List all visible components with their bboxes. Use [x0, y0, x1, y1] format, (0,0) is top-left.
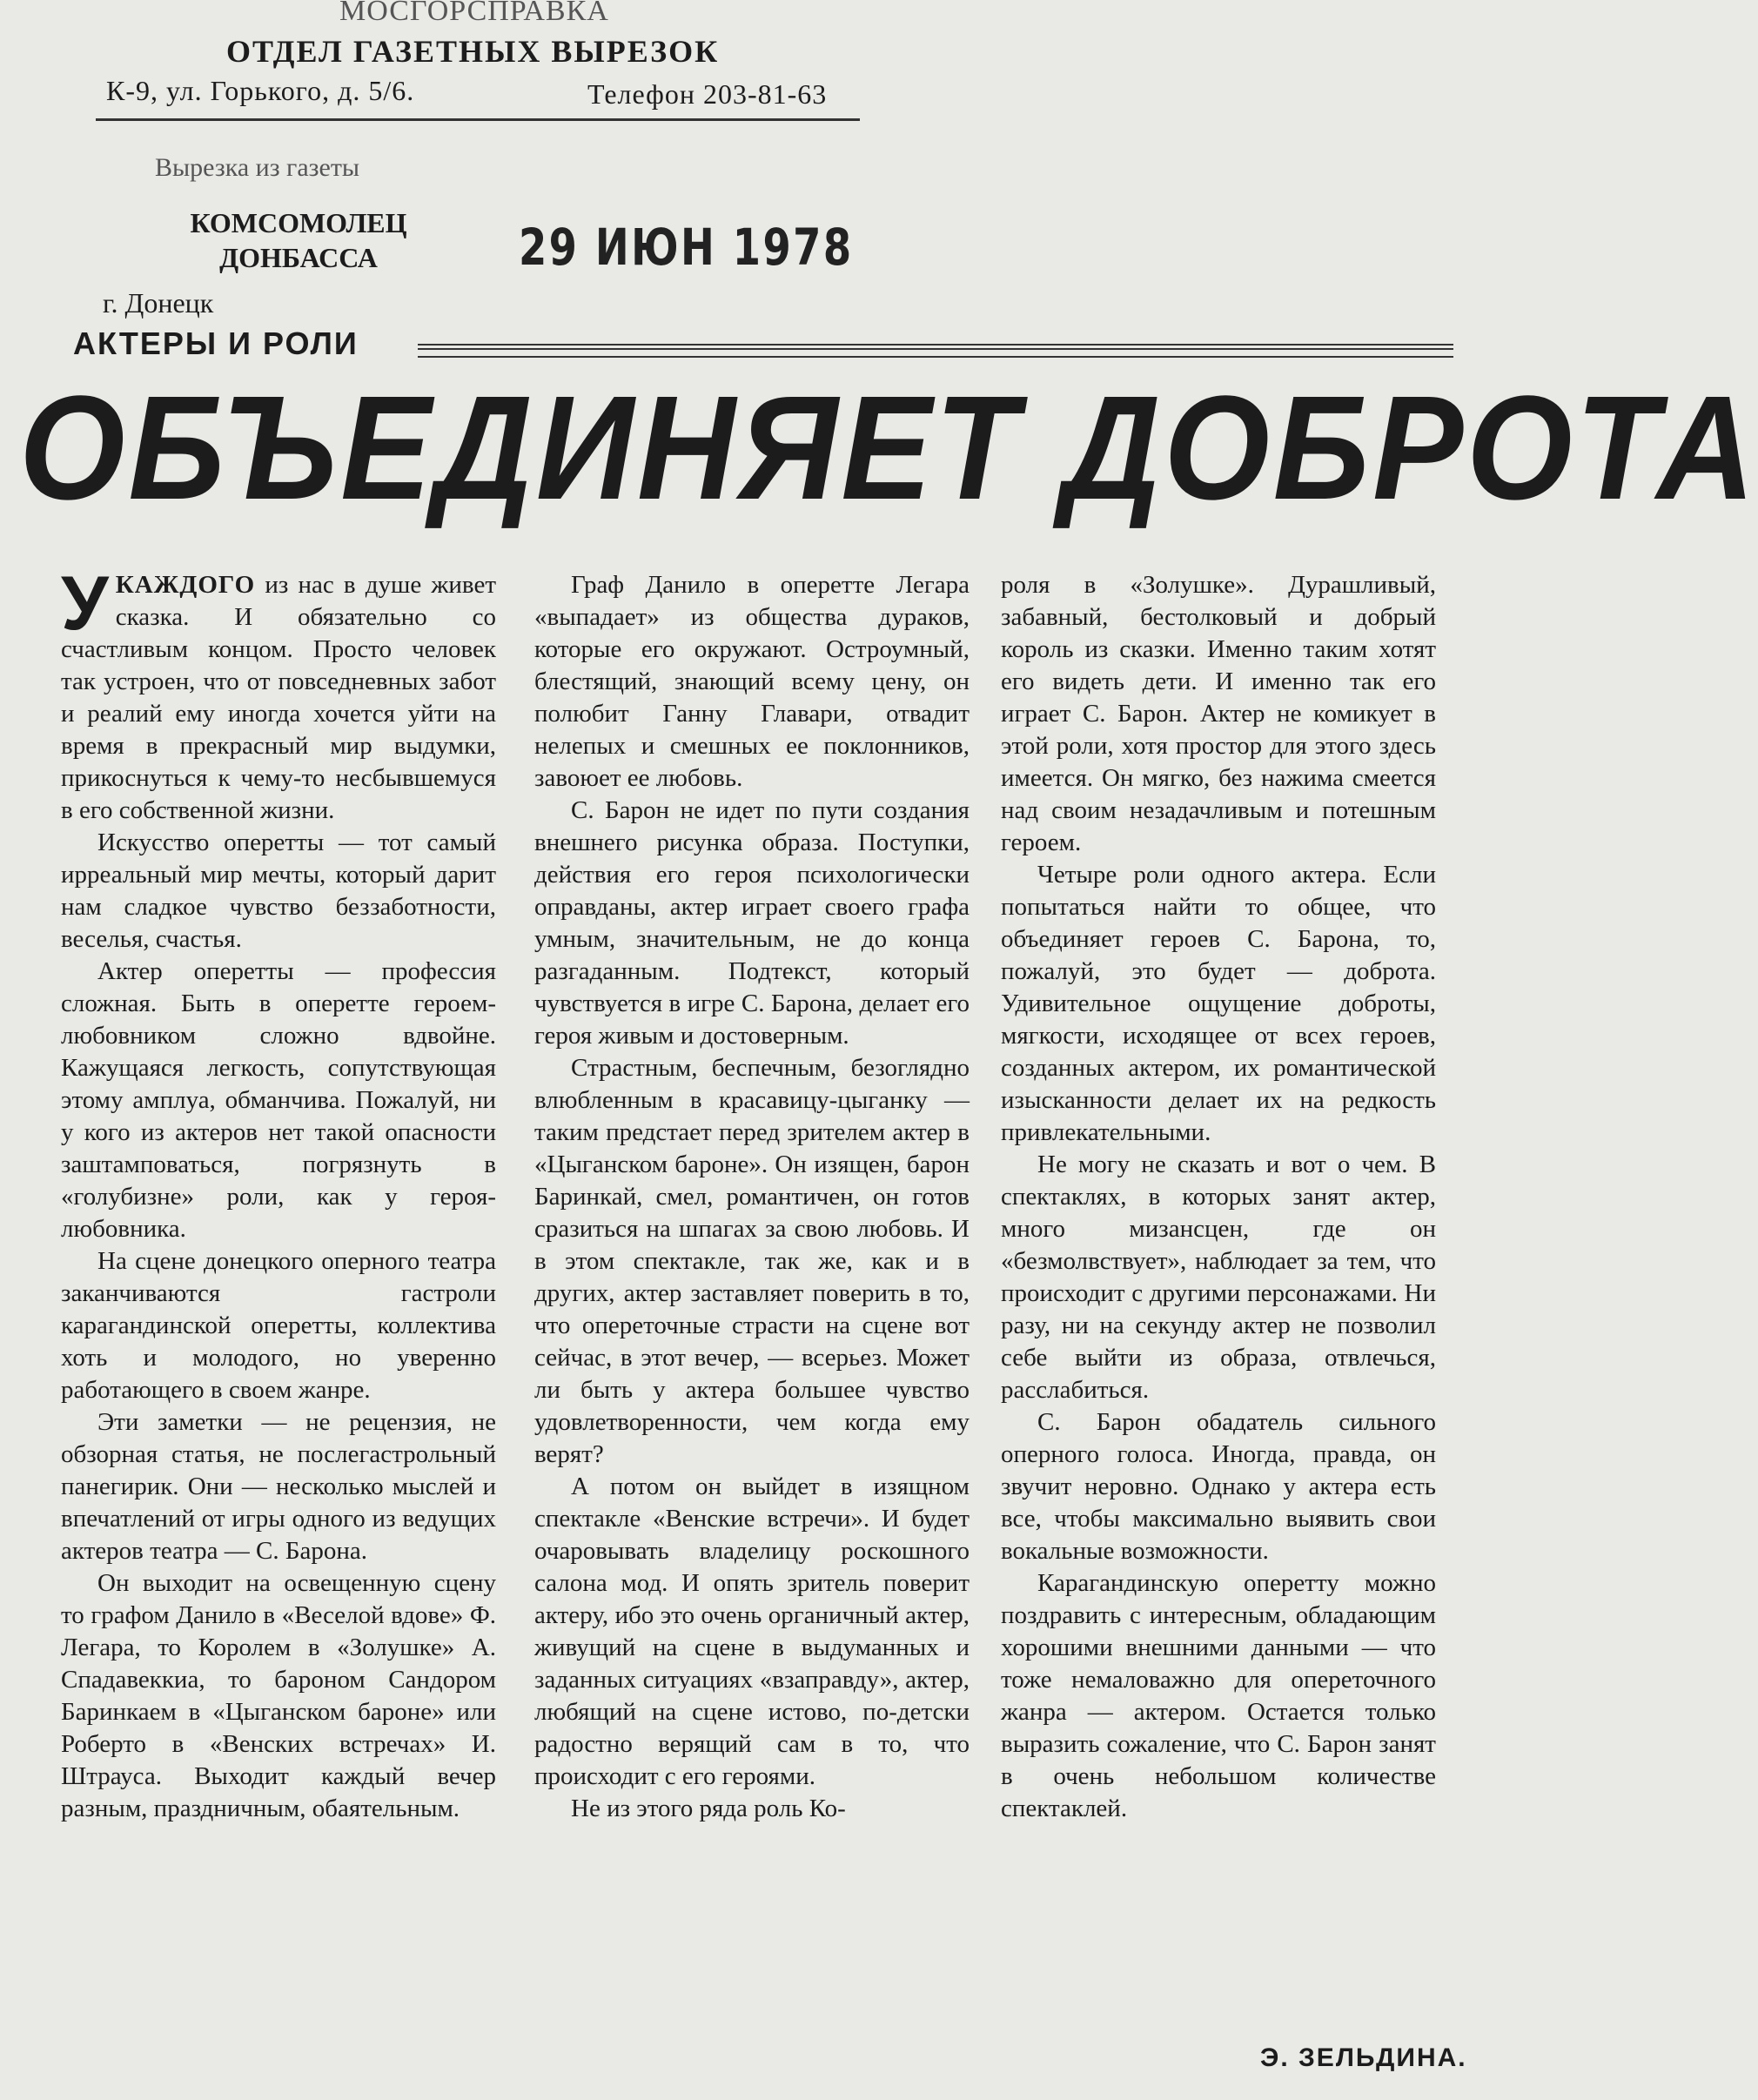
stamp-phone: Телефон 203-81-63: [587, 78, 828, 110]
article-column-1: [61, 560, 496, 1825]
stamp-rule: [96, 118, 860, 121]
drop-cap: У: [61, 560, 109, 646]
city: г. Донецк: [103, 287, 214, 319]
paragraph: Страстным, беспечным, безоглядно влюбленным в красавицу-цыганку — таким предстает перед зрителем актер в «Цыганском бароне». Он изящен, барон Баринкай, смел, романтичен, он готов сразиться на шпагах за свою любовь. И в этом спектакле, так же, как и в других, актер заставляет поверить в то, что опереточные страсти на сцене вот сейчас, в этот вечер, — всерьез. Может ли быть у актера большее чувство удовлетворенности, чем когда ему верят?: [534, 1054, 970, 1468]
stamp-organization: МОСГОРСПРАВКА: [339, 0, 609, 27]
paragraph: Эти заметки — не рецензия, не обзорная статья, не послегастрольный панегирик. Они — несколько мыслей и впечатлений от игры одного из ведущих актеров театра — С. Барона.: [61, 1408, 496, 1565]
article-column-2: [534, 569, 970, 1825]
lead-caps: КАЖДОГО: [115, 571, 256, 599]
article-body: [61, 560, 1464, 2083]
paragraph: роля в «Золушке». Дурашливый, забавный, бестолковый и добрый король из сказки. Именно таким хотят его видеть дети. И именно так его играет С. Барон. Актер не комикует в этой роли, хотя простор для этого здесь имеется. Он мягко, без нажима смеется над своим незадачливым и потешным героем.: [1001, 571, 1436, 856]
paragraph: А потом он выйдет в изящном спектакле «Венские встречи». И будет очаровывать владелицу роскошного салона мод. И опять зритель поверит актеру, ибо это очень органичный актер, живущий на сцене в выдуманных и заданных ситуациях «взаправду», актер, любящий на сцене истово, по-детски радостно верящий сам в то, что происходит с его героями.: [534, 1473, 970, 1790]
article-column-3: [1001, 569, 1436, 1825]
rubric: АКТЕРЫ И РОЛИ: [73, 325, 359, 361]
paragraph: На сцене донецкого оперного театра заканчиваются гастроли карагандинской оперетты, коллектива хоть и молодого, но уверенно работающего в своем жанре.: [61, 1247, 496, 1404]
paragraph: Не из этого ряда роль Ко-: [571, 1795, 846, 1822]
author-signature: Э. ЗЕЛЬДИНА.: [1260, 2043, 1467, 2072]
date-stamp: 29 ИЮН 1978: [519, 218, 854, 277]
stamp-address: К-9, ул. Горького, д. 5/6.: [106, 75, 415, 106]
paragraph: Актер оперетты — профессия сложная. Быть в оперетте героем-любовником сложно вдвойне. Кажущаяся легкость, сопутствующая этому амплуа, обманчива. Пожалуй, ни у кого из актеров нет такой опасности заштамповаться, погрязнуть в «голубизне» роли, как у героя-любовника.: [61, 957, 496, 1243]
paragraph: С. Барон обадатель сильного оперного голоса. Иногда, правда, он звучит неровно. Однако у актера есть все, чтобы максимально выявить свои вокальные возможности.: [1001, 1408, 1436, 1565]
paragraph-text: из нас в душе живет сказка. И обязательно со счастливым концом. Просто человек так устроен, что от повседневных забот и реалий ему иногда хочется уйти на время в прекрасный мир выдумки, прикоснуться к чему-то несбывшемуся в его собственной жизни.: [61, 571, 496, 824]
paragraph: [61, 560, 496, 827]
paragraph: Четыре роли одного актера. Если попытаться найти то общее, что объединяет героев С. Барона, то, пожалуй, это будет — доброта. Удивительное ощущение доброты, мягкости, исходящее от всех героев, созданных актером, их романтической изысканности делает их на редкость привлекательными.: [1001, 861, 1436, 1146]
headline: ОБЪЕДИНЯЕТ ДОБРОТА: [19, 366, 1758, 531]
paragraph: Искусство оперетты — тот самый ирреальный мир мечты, который дарит нам сладкое чувство беззаботности, веселья, счастья.: [61, 829, 496, 953]
paragraph: Карагандинскую оперетту можно поздравить с интересным, обладающим хорошими внешними данными — что тоже немаловажно для опереточного жанра — актером. Остается только выразить сожаление, что С. Барон занят в очень небольшом количестве спектаклей.: [1001, 1569, 1436, 1822]
rubric-rule: [418, 344, 1453, 358]
paragraph: С. Барон не идет по пути создания внешнего рисунка образа. Поступки, действия его героя психологически оправданы, актер играет своего графа умным, значительным, не до конца разгаданным. Подтекст, который чувствуется в игре С. Барона, делает его героя живым и достоверным.: [534, 796, 970, 1050]
stamp-department: ОТДЕЛ ГАЗЕТНЫХ ВЫРЕЗОК: [226, 34, 720, 69]
newspaper-name: КОМСОМОЛЕЦ ДОНБАССА: [190, 207, 407, 273]
paragraph: Граф Данило в оперетте Легара «выпадает» из общества дураков, которые его окружают. Остроумный, блестящий, знающий всему цену, он полюбит Ганну Главари, отвадит нелепых и смешных ее поклонников, завоюет ее любовь.: [534, 571, 970, 792]
clipping-label: Вырезка из газеты: [155, 153, 360, 182]
paragraph: Он выходит на освещенную сцену то графом Данило в «Веселой вдове» Ф. Легара, то Королем в «Золушке» А. Спадавеккиа, то бароном Сандором Баринкаем в «Цыганском бароне» или Роберто в «Венских встречах» И. Штрауса. Выходит каждый вечер разным, праздничным, обаятельным.: [61, 1569, 496, 1822]
paragraph: Не могу не сказать и вот о чем. В спектаклях, в которых занят актер, много мизансцен, где он «безмолвствует», наблюдает за тем, что происходит с другими персонажами. Ни разу, ни на секунду актер не позволил себе выйти из образа, отвлечься, расслабиться.: [1001, 1151, 1436, 1404]
